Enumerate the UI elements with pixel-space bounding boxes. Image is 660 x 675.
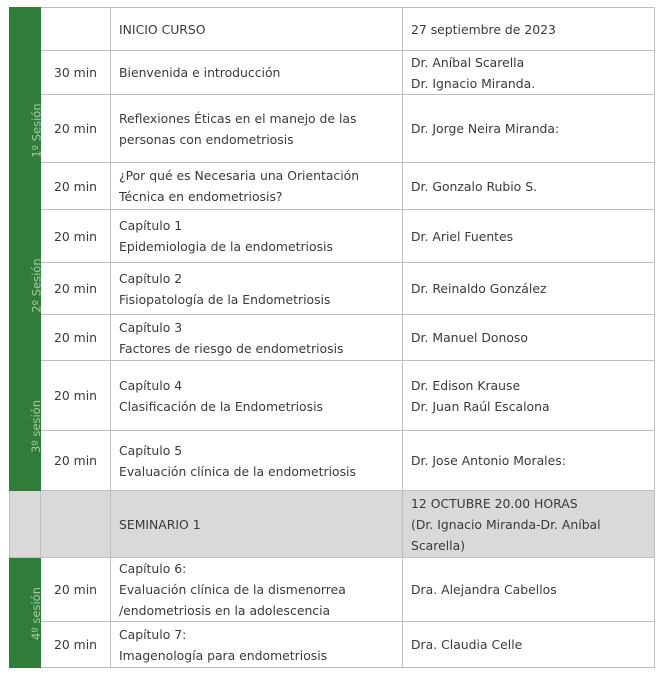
duration-cell: 30 min [41, 51, 111, 95]
seminar-band [10, 491, 41, 558]
table-row [10, 558, 655, 622]
duration-cell-empty [41, 491, 111, 558]
topic-cell [111, 315, 403, 361]
speaker-cell [403, 558, 655, 622]
speaker-name: Dr. Jorge Neira Miranda: [411, 121, 560, 136]
speaker-cell [403, 315, 655, 361]
table-row [10, 163, 655, 210]
topic-line: Capítulo 5 [119, 442, 183, 458]
topic-line: Capítulo 6: [119, 561, 187, 576]
seminar-date: 12 OCTUBRE 20.00 HORAS [411, 495, 578, 511]
duration-cell: 20 min [41, 315, 111, 361]
speaker-name: Dr. Jose Antonio Morales: [411, 453, 566, 468]
topic-line: Factores de riesgo de endometriosis [119, 340, 344, 356]
topic-cell [111, 95, 403, 163]
table-row [10, 95, 655, 163]
speaker-name: Dr. Edison Krause [411, 377, 521, 393]
session-4-label: 4º sesión [28, 586, 43, 640]
duration-cell-empty [41, 8, 111, 51]
speaker-cell [403, 210, 655, 263]
table-row [10, 431, 655, 491]
speaker-cell [403, 51, 655, 95]
seminar-speakers: Scarella) [411, 537, 466, 553]
speaker-cell [403, 431, 655, 491]
topic-cell [111, 361, 403, 431]
topic-line: Evaluación clínica de la endometriosis [119, 463, 356, 479]
topic-line: /endometriosis en la adolescencia [119, 603, 331, 618]
topic-line: Bienvenida e introducción [119, 65, 281, 80]
topic-cell [111, 263, 403, 315]
topic-line: Imagenología para endometriosis [119, 647, 328, 663]
duration-cell: 20 min [41, 95, 111, 163]
duration-cell: 20 min [41, 622, 111, 668]
topic-line: Epidemiologia de la endometriosis [119, 239, 333, 254]
speaker-name: Dr. Reinaldo González [411, 281, 547, 296]
session-2-label: 2º Sesión [29, 258, 44, 313]
course-start-title: INICIO CURSO [111, 8, 403, 51]
table-row [10, 361, 655, 431]
duration-cell: 20 min [41, 263, 111, 315]
speaker-name: Dr. Gonzalo Rubio S. [411, 178, 538, 194]
topic-cell [111, 163, 403, 210]
session-1-band [10, 51, 44, 210]
speaker-name: Dr. Aníbal Scarella [411, 54, 525, 70]
seminar-speakers: (Dr. Ignacio Miranda-Dr. Aníbal [411, 516, 601, 532]
header-row [10, 8, 655, 51]
session-1-label: 1º Sesión [29, 103, 44, 158]
topic-line: Capítulo 7: [119, 626, 187, 642]
speaker-name: Dr. Juan Raúl Escalona [411, 398, 550, 414]
table-row [10, 315, 655, 361]
topic-line: Técnica en endometriosis? [119, 189, 283, 204]
speaker-cell [403, 622, 655, 668]
duration-cell: 20 min [41, 558, 111, 622]
session-3-band [10, 361, 41, 491]
seminar-row [10, 491, 655, 558]
speaker-name: Dra. Alejandra Cabellos [411, 582, 557, 597]
speaker-cell [403, 263, 655, 315]
topic-cell [111, 558, 403, 622]
table-row [10, 263, 655, 315]
speaker-cell [403, 95, 655, 163]
session-3-label: 3º sesión [28, 399, 43, 453]
table-row [10, 51, 655, 95]
topic-cell [111, 210, 403, 263]
duration-cell: 20 min [41, 361, 111, 431]
speaker-name: Dr. Ariel Fuentes [411, 228, 514, 244]
session-2-band [10, 210, 44, 361]
topic-line: Evaluación clínica de la dismenorrea [119, 582, 346, 597]
table-row [10, 210, 655, 263]
topic-line: ¿Por qué es Necesaria una Orientación [119, 168, 360, 183]
session-4-band [10, 558, 41, 668]
seminar-details [403, 491, 655, 558]
topic-line: Capítulo 3 [119, 319, 183, 335]
seminar-title: SEMINARIO 1 [111, 491, 403, 558]
topic-line: Capítulo 4 [119, 377, 183, 393]
course-start-date: 27 septiembre de 2023 [403, 8, 655, 51]
topic-line: Capítulo 2 [119, 270, 183, 286]
topic-cell [111, 622, 403, 668]
topic-line: Fisiopatología de la Endometriosis [119, 291, 331, 307]
duration-cell: 20 min [41, 163, 111, 210]
topic-cell [111, 51, 403, 95]
topic-line: Reflexiones Éticas en el manejo de las [119, 110, 357, 126]
program-table [9, 7, 655, 668]
speaker-cell [403, 163, 655, 210]
speaker-cell [403, 361, 655, 431]
session-band-header [10, 8, 41, 51]
topic-line: Clasificación de la Endometriosis [119, 398, 323, 414]
table-row [10, 622, 655, 668]
topic-line: personas con endometriosis [119, 131, 294, 147]
speaker-name: Dr. Manuel Donoso [411, 330, 528, 345]
program-document [9, 7, 654, 668]
topic-cell [111, 431, 403, 491]
topic-line: Capítulo 1 [119, 218, 183, 233]
duration-cell: 20 min [41, 431, 111, 491]
duration-cell: 20 min [41, 210, 111, 263]
speaker-name: Dra. Claudia Celle [411, 637, 523, 652]
speaker-name: Dr. Ignacio Miranda. [411, 75, 536, 91]
